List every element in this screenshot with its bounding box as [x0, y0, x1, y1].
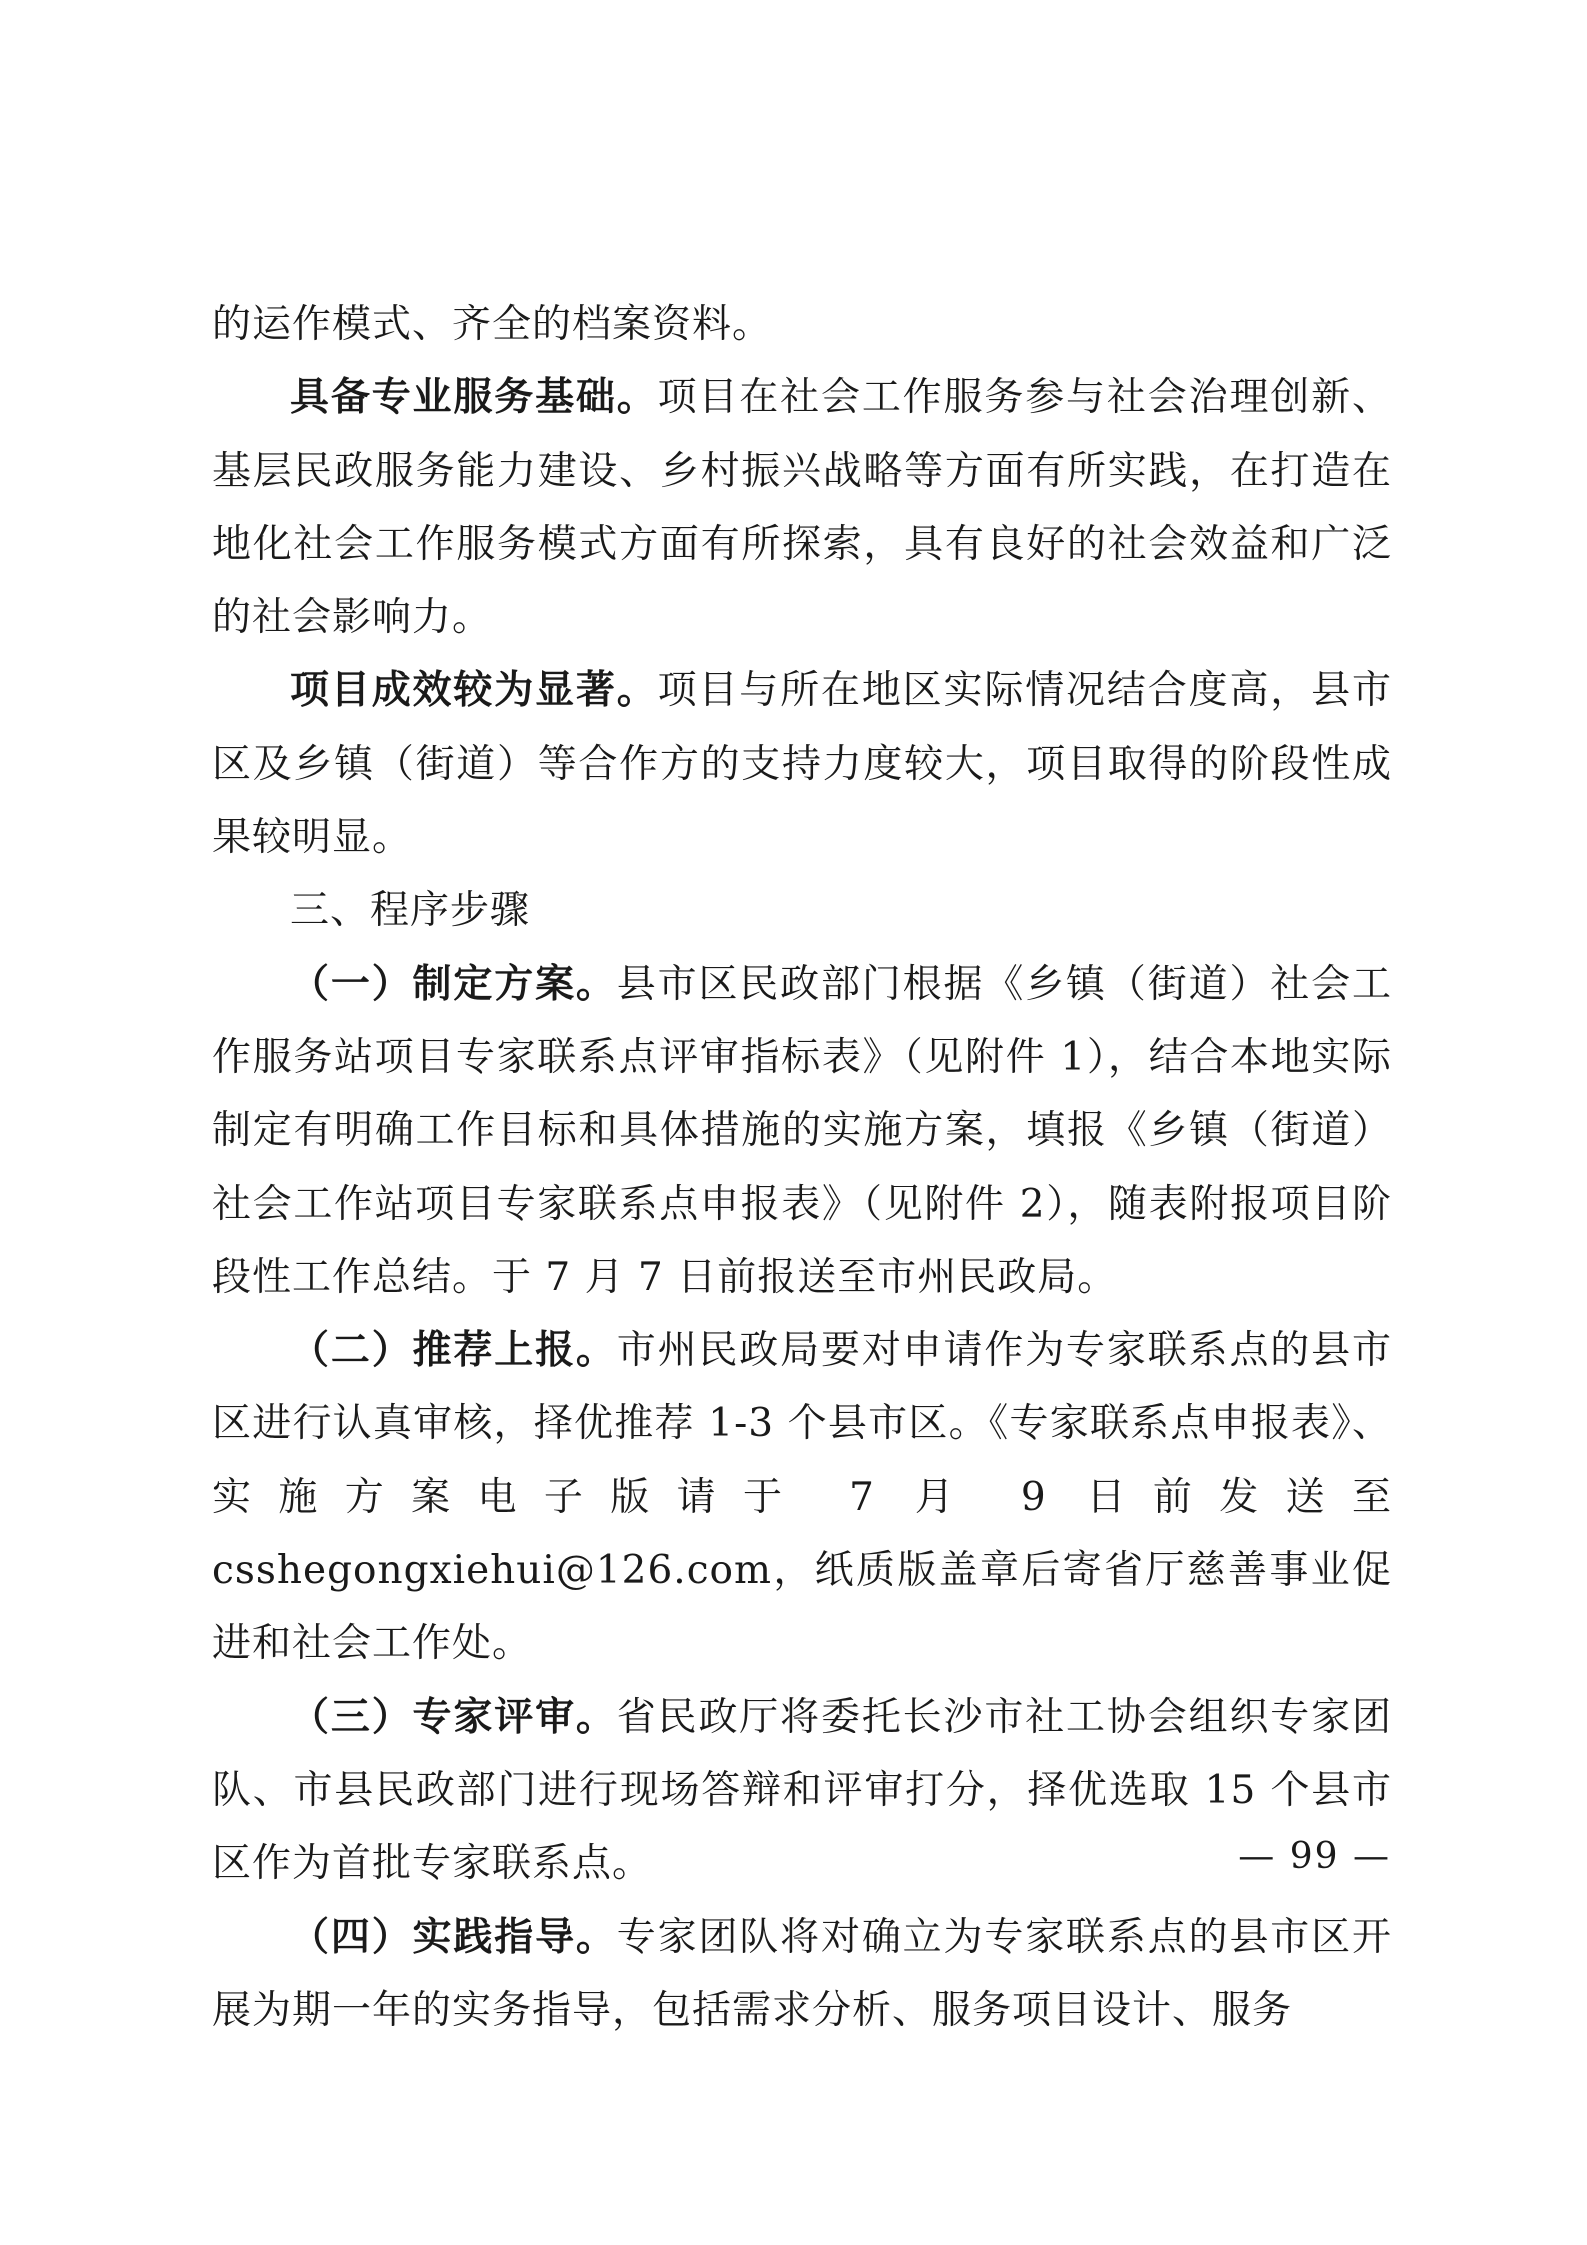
- paragraph-3: [212, 654, 1392, 874]
- paragraph-text: 县市区民政部门根据《乡镇（街道）社会工作服务站项目专家联系点评审指标表》（见附件 1），结合本地实际制定有明确工作目标和具体措施的实施方案，填报《乡镇（街道）社会工作站项目专家联系点申报表》（见附件 2），随表附报项目阶段性工作总结。于 7 月 7 日前报送至市州民政局。: [212, 961, 1392, 1300]
- paragraph-lead: （一）制定方案。: [290, 960, 617, 1007]
- paragraph-lead: （四）实践指导。: [290, 1913, 617, 1960]
- paragraph-text: 专家团队将对确立为专家联系点的县市区开展为期一年的实务指导，包括需求分析、服务项目设计、服务: [212, 1914, 1392, 2033]
- paragraph-lead: 具备专业服务基础。: [290, 374, 658, 421]
- paragraph-lead: 项目成效较为显著。: [290, 667, 658, 714]
- section-heading: [212, 874, 1392, 947]
- paragraph-lead: （二）推荐上报。: [290, 1327, 617, 1374]
- paragraph-text: 省民政厅将委托长沙市社工协会组织专家团队、市县民政部门进行现场答辩和评审打分，择优选取 15 个县市区作为首批专家联系点。: [212, 1694, 1392, 1887]
- paragraph-text: 的运作模式、齐全的档案资料。: [212, 302, 773, 347]
- paragraph-text: 项目与所在地区实际情况结合度高，县市区及乡镇（街道）等合作方的支持力度较大，项目取得的阶段性成果较明显。: [212, 668, 1392, 861]
- paragraph-step-3: [212, 1681, 1392, 1901]
- page-number: — 99 —: [1238, 1836, 1391, 1877]
- paragraph-step-2: [212, 1314, 1392, 1680]
- heading-text: 三、程序步骤: [290, 888, 531, 934]
- paragraph-2: [212, 361, 1392, 654]
- paragraph-step-4: [212, 1901, 1392, 2048]
- paragraph-text: 项目在社会工作服务参与社会治理创新、基层民政服务能力建设、乡村振兴战略等方面有所实践，在打造在地化社会工作服务模式方面有所探索，具有良好的社会效益和广泛的社会影响力。: [212, 375, 1392, 641]
- paragraph-1: [212, 288, 1392, 361]
- body-text: [212, 288, 1392, 2047]
- paragraph-step-1: [212, 948, 1392, 1314]
- paragraph-lead: （三）专家评审。: [290, 1693, 617, 1740]
- paragraph-text: 市州民政局要对申请作为专家联系点的县市区进行认真审核，择优推荐 1-3 个县市区。《专家联系点申报表》、实施方案电子版请于 7 月 9 日前发送至 csshegongxiehui@126.com，纸质版盖章后寄省厅慈善事业促进和社会工作处。: [212, 1328, 1392, 1667]
